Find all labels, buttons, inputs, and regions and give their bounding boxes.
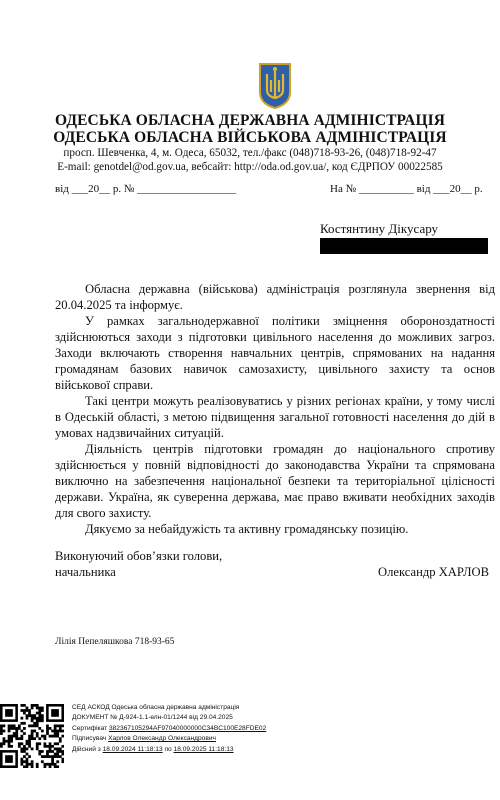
signer-title-line1: Виконуючий обов’язки голови, [55,549,223,563]
org-name-line1: ОДЕСЬКА ОБЛАСНА ДЕРЖАВНА АДМІНІСТРАЦІЯ [54,112,446,129]
executor-contact: Лілія Пепеляшкова 718-93-65 [55,637,175,647]
signer-title-line2: начальника [55,565,116,579]
signer-name: Олександр ХАРЛОВ [378,565,489,579]
letter-body [55,281,495,537]
redacted-block [320,238,488,254]
org-name-line2: ОДЕСЬКА ОБЛАСНА ВІЙСЬКОВА АДМІНІСТРАЦІЯ [53,129,447,146]
address-line2: E-mail: genotdel@od.gov.ua, вебсайт: http://oda.od.gov.ua/, код ЄДРПОУ 00022585 [57,161,443,173]
paragraph-4: Діяльність центрів підготовки громадян до національного спротиву здійснюється у повній відповідності до законодавства України та спрямована виключно на забезпечення національної безпеки та територіальної цілісності держави. Україна, як суверенна держава, має право вживати необхідних заходів для свого захисту. [55,442,495,520]
recipient-name: Костянтину Дікусару [320,221,439,236]
cert-valid-label: Дійсний з [72,745,103,753]
paragraph-1: Обласна державна (військова) адміністрація розглянула звернення від 20.04.2025 та інформує. [55,282,495,312]
qr-code [0,704,64,768]
cert-serial-row [72,724,266,734]
address-line1: просп. Шевченка, 4, м. Одеса, 65032, тел./факс (048)718-93-26, (048)718-92-47 [63,147,437,159]
cert-serial: 382367105294AF97040000000C34BC100E28FDE02 [108,724,267,732]
digital-signature-stamp [72,703,266,755]
incoming-ref: На № __________ від ___20__ р. [330,183,483,195]
cert-signer: Харлов Олександр Олександрович [108,735,216,743]
cert-valid-from: 18.09.2024 11:18:13 [102,745,163,753]
cert-serial-label: Сертифікат [72,724,109,732]
paragraph-2: У рамках загальнодержавної політики зміцнення обороноздатності здійснюються заходи з підготовки цивільного населення до можливих загроз. Заходи включають створення навчальних центрів, спрямованих на надання громадянам базових навичок самозахисту, цивільного захисту та основ військової справи. [55,314,495,392]
paragraph-5: Дякуємо за небайдужість та активну громадянську позицію. [85,522,409,536]
paragraph-3: Такі центри можуть реалізовуватись у різних регіонах країни, у тому числі в Одеській області, з метою підвищення загальної готовності населення до дій в умовах надзвичайних ситуацій. [55,394,495,440]
cert-signer-label: Підписувач [72,735,109,743]
outgoing-ref: від ___20__ р. № __________________ [55,183,237,195]
cert-valid-to: 18.09.2025 11:18:13 [173,745,234,753]
cert-system: СЕД АСКОД Одеська обласна державна адміністрація [72,704,240,711]
trident-emblem-icon [258,62,292,110]
cert-document: ДОКУМЕНТ № Д-924-1.1-елн-01/1244 від 29.04.2025 [72,714,233,722]
cert-validity-row [72,745,266,755]
cert-valid-mid: по [162,745,174,753]
cert-signer-row [72,734,266,744]
